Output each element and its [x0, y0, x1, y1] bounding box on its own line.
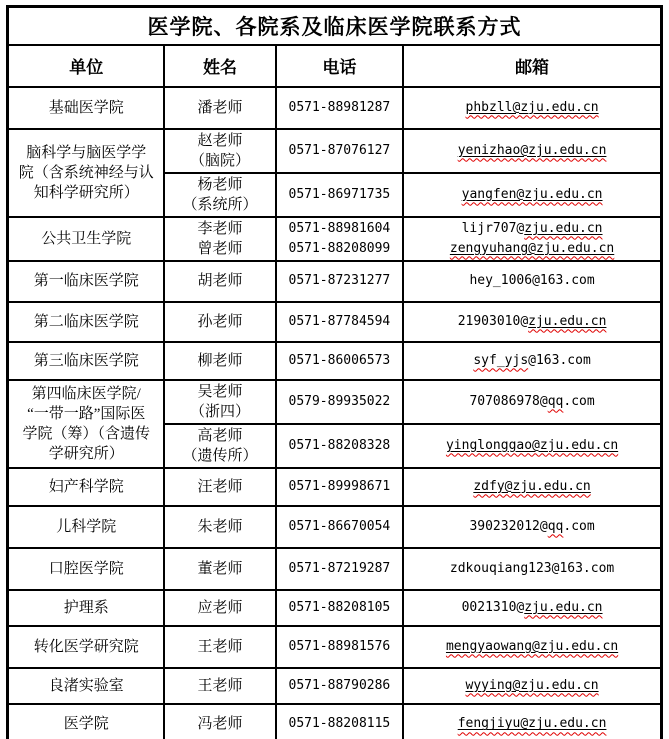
- cell-line: “一带一路”国际医: [27, 405, 146, 422]
- cell-line: 0571-87076127: [288, 142, 391, 158]
- email-link[interactable]: [524, 600, 602, 615]
- email-line: [406, 517, 658, 537]
- email-text: .com: [563, 393, 595, 409]
- name-cell: [164, 217, 275, 261]
- email-line: [406, 676, 658, 696]
- cell-line: 柳老师: [197, 352, 243, 369]
- unit-cell: [8, 129, 165, 217]
- cell-line: 潘老师: [197, 99, 243, 116]
- email-text: 0021310@: [461, 599, 525, 615]
- cell-line: 高老师: [197, 427, 243, 444]
- spellcheck-underline: yangfen@zju.edu.cn: [461, 186, 603, 202]
- email-line: [406, 185, 658, 205]
- email-line: [406, 141, 658, 161]
- cell-line: 应老师: [197, 599, 243, 616]
- cell-line: 董老师: [197, 560, 243, 577]
- spellcheck-underline: mengyaowang@zju.edu.cn: [445, 638, 619, 654]
- table-row: [8, 129, 662, 173]
- spellcheck-underline: fengjiyu@zju.edu.cn: [457, 716, 607, 732]
- spellcheck-underline: wyying@zju.edu.cn: [465, 677, 599, 693]
- header-row: [8, 45, 662, 87]
- phone-cell: [276, 548, 404, 590]
- table-row: [8, 626, 662, 668]
- email-line: [406, 598, 658, 618]
- cell-line: 院（含系统神经与认: [18, 164, 154, 181]
- unit-cell: [8, 468, 165, 506]
- email-cell: [403, 626, 661, 668]
- table-row: [8, 380, 662, 424]
- unit-cell: [8, 217, 165, 261]
- cell-line: （浙四）: [190, 403, 251, 420]
- cell-line: 0579-89935022: [288, 393, 391, 409]
- cell-line: 0571-87784594: [288, 313, 391, 329]
- spellcheck-underline: yinglonggao@zju.edu.cn: [445, 437, 619, 453]
- cell-line: 0571-88208099: [288, 240, 391, 256]
- cell-line: 吴老师: [197, 383, 243, 400]
- email-line: [406, 98, 658, 118]
- name-cell: [164, 590, 275, 626]
- email-line: [406, 239, 658, 259]
- email-text-misspelled: qq: [547, 518, 564, 534]
- cell-line: 护理系: [63, 599, 109, 616]
- cell-line: 口腔医学院: [48, 560, 124, 577]
- unit-cell: [8, 380, 165, 468]
- email-cell: [403, 424, 661, 468]
- phone-cell: [276, 704, 404, 739]
- cell-line: 妇产科学院: [48, 478, 124, 495]
- cell-line: 第三临床医学院: [33, 352, 139, 369]
- email-link[interactable]: [466, 100, 599, 115]
- email-text: @163.com: [528, 352, 591, 368]
- phone-cell: [276, 468, 404, 506]
- email-cell: [403, 302, 661, 342]
- cell-line: 0571-87219287: [288, 560, 391, 576]
- email-line: [406, 477, 658, 497]
- cell-line: 0571-86006573: [288, 352, 391, 368]
- email-cell: [403, 217, 661, 261]
- email-link[interactable]: [466, 678, 599, 693]
- email-cell: [403, 506, 661, 548]
- cell-line: 胡老师: [197, 273, 243, 289]
- header-unit: 单位: [8, 45, 165, 87]
- cell-line: 赵老师: [197, 132, 243, 149]
- phone-cell: [276, 342, 404, 380]
- cell-line: 冯老师: [197, 716, 243, 733]
- email-link[interactable]: [446, 639, 618, 654]
- email-cell: [403, 87, 661, 129]
- email-line: [406, 637, 658, 657]
- email-line: [406, 271, 658, 291]
- name-cell: [164, 302, 275, 342]
- phone-cell: [276, 506, 404, 548]
- email-line: [406, 559, 658, 579]
- cell-line: 转化医学研究院: [33, 638, 139, 655]
- cell-line: 儿科学院: [56, 518, 117, 535]
- email-text: zdkouqiang123@163.com: [449, 560, 615, 576]
- email-cell: [403, 590, 661, 626]
- email-link[interactable]: [528, 314, 606, 329]
- spellcheck-underline: yenizhao@zju.edu.cn: [457, 142, 607, 158]
- spellcheck-underline: zengyuhang@zju.edu.cn: [449, 240, 615, 256]
- cell-line: 公共卫生学院: [41, 230, 132, 247]
- email-cell: [403, 129, 661, 173]
- spellcheck-underline: zju.edu.cn: [524, 220, 603, 236]
- email-text-misspelled: syf_yjs: [473, 352, 529, 368]
- phone-cell: [276, 173, 404, 217]
- email-cell: [403, 668, 661, 704]
- cell-line: 学院（筹）（含遗传: [22, 425, 150, 442]
- phone-cell: [276, 668, 404, 704]
- cell-line: 基础医学院: [48, 99, 124, 116]
- email-line: [406, 219, 658, 239]
- name-cell: [164, 626, 275, 668]
- phone-cell: [276, 380, 404, 424]
- cell-line: 良渚实验室: [48, 677, 124, 694]
- cell-line: 0571-88208105: [288, 599, 391, 615]
- phone-cell: [276, 261, 404, 302]
- email-cell: [403, 548, 661, 590]
- table-row: [8, 468, 662, 506]
- phone-cell: [276, 590, 404, 626]
- cell-line: 李老师: [197, 220, 243, 237]
- unit-cell: [8, 590, 165, 626]
- email-link[interactable]: [446, 438, 618, 453]
- phone-cell: [276, 217, 404, 261]
- email-link[interactable]: [458, 716, 607, 731]
- email-text: hey_1006@163.com: [469, 273, 595, 288]
- cell-line: 0571-88981604: [288, 220, 391, 236]
- cell-line: 朱老师: [197, 518, 243, 535]
- email-line: [406, 714, 658, 734]
- name-cell: [164, 668, 275, 704]
- name-cell: [164, 424, 275, 468]
- table-row: [8, 87, 662, 129]
- name-cell: [164, 87, 275, 129]
- unit-cell: [8, 261, 165, 302]
- contact-table: [6, 5, 663, 739]
- email-link[interactable]: [462, 187, 603, 202]
- email-text: 390232012@: [469, 518, 548, 534]
- cell-line: 汪老师: [197, 478, 243, 495]
- cell-line: 0571-86971735: [288, 186, 391, 202]
- table-row: [8, 548, 662, 590]
- table-row: [8, 590, 662, 626]
- table-title: 医学院、各院系及临床医学院联系方式: [8, 7, 662, 45]
- cell-line: 0571-88981576: [288, 638, 391, 654]
- unit-cell: [8, 87, 165, 129]
- table-row: [8, 704, 662, 739]
- cell-line: （系统所）: [182, 196, 258, 213]
- header-name: 姓名: [164, 45, 275, 87]
- table-row: [8, 506, 662, 548]
- unit-cell: [8, 342, 165, 380]
- unit-cell: [8, 506, 165, 548]
- name-cell: [164, 468, 275, 506]
- phone-cell: [276, 129, 404, 173]
- table-row: [8, 342, 662, 380]
- phone-cell: [276, 424, 404, 468]
- email-text: 21903010@: [457, 313, 529, 329]
- email-link[interactable]: [473, 479, 590, 494]
- email-text: .com: [563, 518, 595, 534]
- table-row: [8, 217, 662, 261]
- unit-cell: [8, 668, 165, 704]
- table-row: [8, 668, 662, 704]
- name-cell: [164, 506, 275, 548]
- email-text: lijr707@: [461, 220, 525, 236]
- spellcheck-underline: phbzll@zju.edu.cn: [465, 99, 599, 115]
- email-cell: [403, 173, 661, 217]
- name-cell: [164, 129, 275, 173]
- unit-cell: [8, 548, 165, 590]
- cell-line: 医学院: [63, 716, 109, 733]
- email-line: [406, 392, 658, 412]
- email-line: [406, 312, 658, 332]
- spellcheck-underline: zdfy@zju.edu.cn: [473, 478, 591, 494]
- email-text: 707086978@: [469, 393, 548, 409]
- unit-cell: [8, 302, 165, 342]
- cell-line: （脑院）: [190, 152, 251, 169]
- cell-line: （遗传所）: [182, 447, 258, 464]
- header-email: 邮箱: [403, 45, 661, 87]
- cell-line: 0571-88981287: [288, 99, 391, 115]
- name-cell: [164, 380, 275, 424]
- table-row: [8, 261, 662, 302]
- name-cell: [164, 261, 275, 302]
- email-cell: [403, 342, 661, 380]
- cell-line: 第四临床医学院/: [31, 385, 141, 402]
- email-link[interactable]: [458, 143, 607, 158]
- cell-line: 0571-89998671: [288, 478, 391, 494]
- title-row: [8, 7, 662, 45]
- email-text-misspelled: qq: [547, 393, 564, 409]
- email-cell: [403, 261, 661, 302]
- name-cell: [164, 704, 275, 739]
- spellcheck-underline: zju.edu.cn: [528, 313, 607, 329]
- unit-cell: [8, 626, 165, 668]
- cell-line: 0571-86670054: [288, 518, 391, 534]
- cell-line: 0571-88790286: [288, 677, 391, 693]
- cell-line: 0571-88208328: [288, 437, 391, 453]
- cell-line: 第二临床医学院: [33, 313, 139, 330]
- cell-line: 第一临床医学院: [33, 273, 139, 289]
- name-cell: [164, 548, 275, 590]
- email-link[interactable]: [524, 221, 602, 236]
- name-cell: [164, 173, 275, 217]
- email-line: [406, 436, 658, 456]
- cell-line: 知科学研究所）: [33, 184, 139, 201]
- email-link[interactable]: [450, 241, 614, 256]
- unit-cell: [8, 704, 165, 739]
- cell-line: 学研究所）: [48, 445, 124, 462]
- phone-cell: [276, 626, 404, 668]
- cell-line: 0571-87231277: [288, 273, 391, 288]
- name-cell: [164, 342, 275, 380]
- email-cell: [403, 380, 661, 424]
- cell-line: 王老师: [197, 638, 243, 655]
- header-phone: 电话: [276, 45, 404, 87]
- cell-line: 0571-88208115: [288, 716, 391, 732]
- spellcheck-underline: zju.edu.cn: [524, 599, 603, 615]
- email-cell: [403, 704, 661, 739]
- cell-line: 曾老师: [197, 240, 243, 257]
- cell-line: 杨老师: [197, 176, 243, 193]
- cell-line: 孙老师: [197, 313, 243, 330]
- cell-line: 脑科学与脑医学学: [26, 144, 147, 161]
- table-row: [8, 302, 662, 342]
- cell-line: 王老师: [197, 677, 243, 694]
- email-line: [406, 351, 658, 371]
- phone-cell: [276, 302, 404, 342]
- email-cell: [403, 468, 661, 506]
- phone-cell: [276, 87, 404, 129]
